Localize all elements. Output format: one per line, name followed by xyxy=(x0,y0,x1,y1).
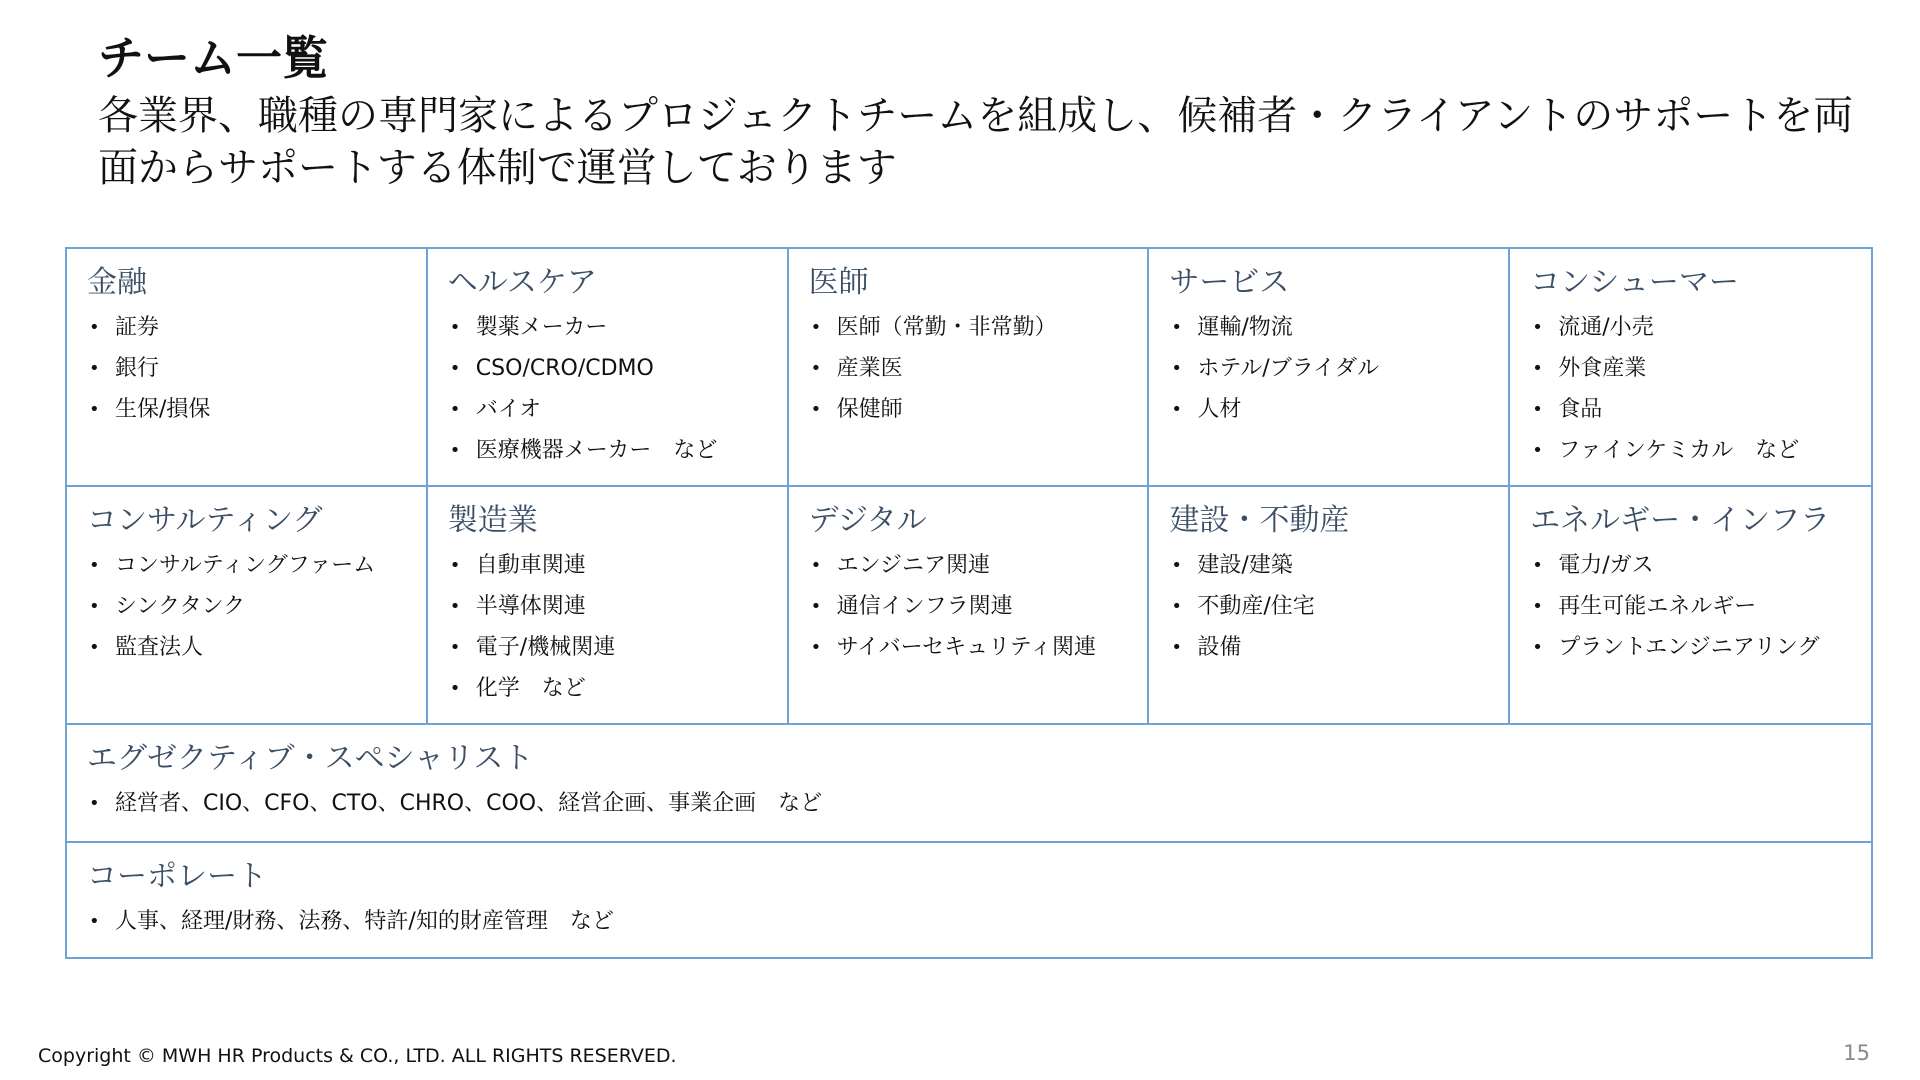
team-title: 製造業 xyxy=(447,503,538,538)
team-item: • プラントエンジニアリング xyxy=(1530,627,1871,668)
team-card xyxy=(1510,249,1871,487)
team-item: • シンクタンク xyxy=(87,586,426,627)
team-item: • 不動産/住宅 xyxy=(1169,586,1508,627)
team-item: • 人事、経理/財務、法務、特許/知的財産管理 など xyxy=(87,901,1871,942)
team-item-list xyxy=(87,901,1871,942)
team-title: デジタル xyxy=(808,503,927,538)
team-item: • 設備 xyxy=(1169,627,1508,668)
copyright-text: Copyright © MWH HR Products & CO., LTD. ALL RIGHTS RESERVED. xyxy=(38,1045,677,1067)
team-title: コンシューマー xyxy=(1530,265,1739,300)
team-item: • 監査法人 xyxy=(87,627,426,668)
team-item-list xyxy=(448,545,787,709)
team-item: • 運輸/物流 xyxy=(1169,307,1508,348)
team-item-list xyxy=(1169,545,1508,668)
team-item: • 建設/建築 xyxy=(1169,545,1508,586)
team-item: • コンサルティングファーム xyxy=(87,545,426,586)
team-card xyxy=(1510,487,1871,725)
team-item: • 経営者、CIO、CFO、CTO、CHRO、COO、経営企画、事業企画 など xyxy=(87,783,1871,824)
team-grid xyxy=(65,247,1873,959)
team-item: • 生保/損保 xyxy=(87,389,426,430)
team-title: 医師 xyxy=(808,265,869,300)
team-item: • CSO/CRO/CDMO xyxy=(448,348,787,389)
team-item-list xyxy=(448,307,787,471)
team-title: 金融 xyxy=(87,265,147,300)
team-item-list xyxy=(87,307,426,430)
team-card xyxy=(1149,487,1510,725)
team-item: • 自動車関連 xyxy=(448,545,787,586)
team-card xyxy=(1149,249,1510,487)
team-card xyxy=(67,487,428,725)
page-number: 15 xyxy=(1843,1041,1870,1065)
page-subtitle: 各業界、職種の専門家によるプロジェクトチームを組成し、候補者・クライアントのサポートを両面からサポートする体制で運営しております xyxy=(98,93,1854,191)
team-title: サービス xyxy=(1169,265,1290,300)
team-item-list xyxy=(809,307,1148,430)
team-title: 建設・不動産 xyxy=(1169,503,1350,538)
team-title: コンサルティング xyxy=(87,503,323,538)
team-item: • 電子/機械関連 xyxy=(448,627,787,668)
team-card xyxy=(67,249,428,487)
team-item: • サイバーセキュリティ関連 xyxy=(809,627,1148,668)
team-item: • 医療機器メーカー など xyxy=(448,430,787,471)
team-item-list xyxy=(87,783,1871,824)
team-card xyxy=(789,487,1150,725)
team-item: • 化学 など xyxy=(448,668,787,709)
team-item-list xyxy=(1530,307,1871,471)
team-item: • 流通/小売 xyxy=(1530,307,1871,348)
team-item-list xyxy=(1530,545,1871,668)
team-card xyxy=(789,249,1150,487)
team-item-list xyxy=(1169,307,1508,430)
team-item: • 食品 xyxy=(1530,389,1871,430)
team-item: • ホテル/ブライダル xyxy=(1169,348,1508,389)
team-item: • 半導体関連 xyxy=(448,586,787,627)
team-item: • 証券 xyxy=(87,307,426,348)
team-title: コーポレート xyxy=(87,859,267,894)
team-card xyxy=(428,249,789,487)
team-item: • エンジニア関連 xyxy=(809,545,1148,586)
team-item: • 製薬メーカー xyxy=(448,307,787,348)
team-item: • 電力/ガス xyxy=(1530,545,1871,586)
team-title: ヘルスケア xyxy=(447,265,597,300)
team-item: • 再生可能エネルギー xyxy=(1530,586,1871,627)
team-item: • バイオ xyxy=(448,389,787,430)
team-item: • 産業医 xyxy=(809,348,1148,389)
team-item: • 医師（常勤・非常勤） xyxy=(809,307,1148,348)
team-item-list xyxy=(809,545,1148,668)
team-item: • 人材 xyxy=(1169,389,1508,430)
team-title: エグゼクティブ・スペシャリスト xyxy=(87,741,534,776)
team-card xyxy=(67,725,1871,843)
team-item: • ファインケミカル など xyxy=(1530,430,1871,471)
team-item: • 通信インフラ関連 xyxy=(809,586,1148,627)
team-item: • 保健師 xyxy=(809,389,1148,430)
team-card xyxy=(67,843,1871,957)
team-item: • 外食産業 xyxy=(1530,348,1871,389)
page-title: チーム一覧 xyxy=(98,31,328,85)
team-card xyxy=(428,487,789,725)
team-item-list xyxy=(87,545,426,668)
team-title: エネルギー・インフラ xyxy=(1530,503,1831,538)
team-item: • 銀行 xyxy=(87,348,426,389)
